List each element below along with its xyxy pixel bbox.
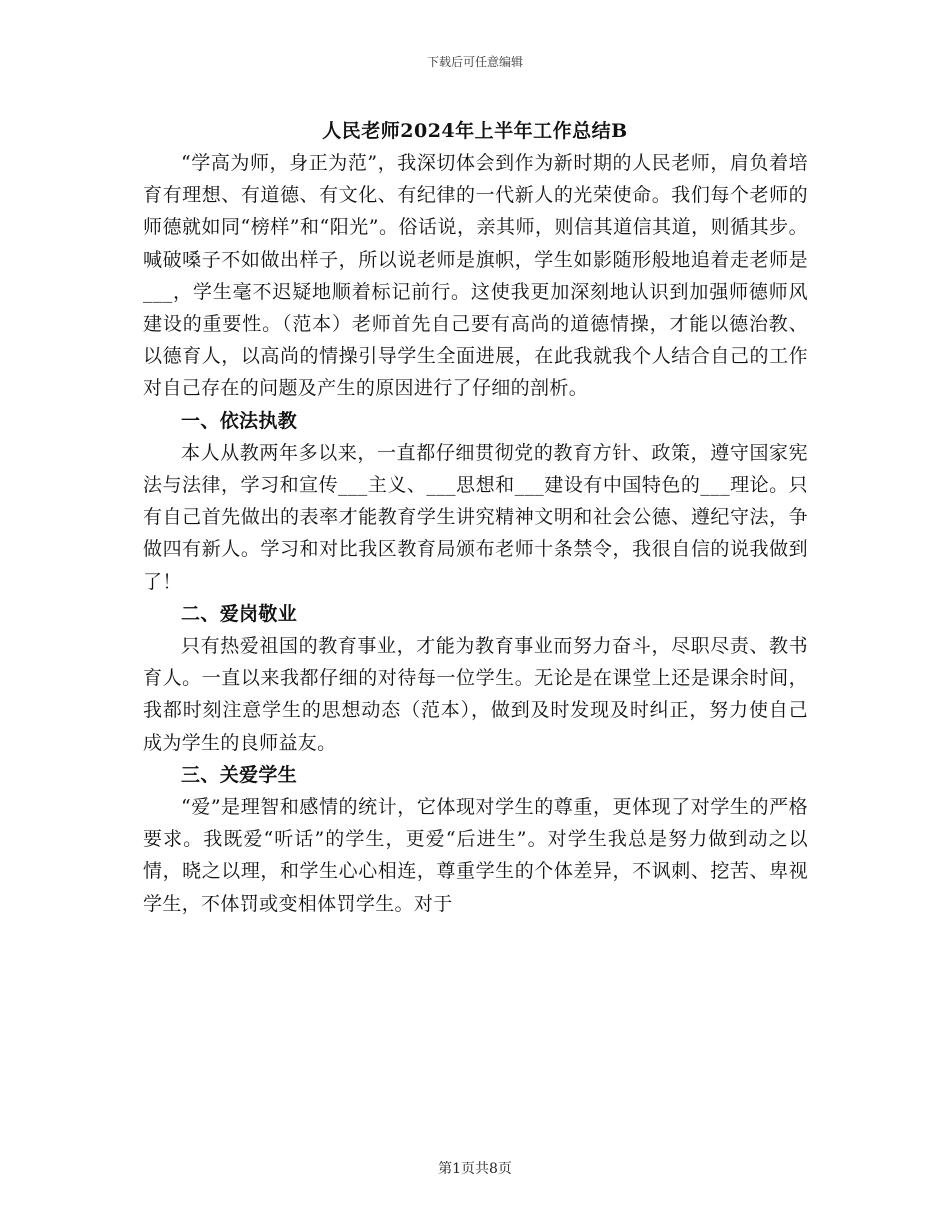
section-heading-law: 一、依法执教 <box>181 409 298 432</box>
section-paragraph-care: “爱”是理智和感情的统计，它体现对学生的尊重，更体现了对学生的严格要求。我既爱“听话”的学生，更爱“后进生”。对学生我总是努力做到动之以情，晓之以理，和学生心心相连，尊重学生的个体差异，不讽刺、挖苦、卑视学生，不体罚或变相体罚学生。对于 <box>143 796 808 915</box>
document-body <box>143 147 808 920</box>
document-title: 人民老师2024年上半年工作总结B <box>322 120 628 142</box>
page-header-note: 下载后可任意编辑 <box>426 55 523 69</box>
section-heading-dedication: 二、爱岗敬业 <box>181 602 298 625</box>
page-number-footer: 第1页共8页 <box>438 1161 512 1177</box>
section-heading-care: 三、关爱学生 <box>181 763 298 786</box>
intro-paragraph: “学高为师，身正为范”，我深切体会到作为新时期的人民老师，肩负着培育有理想、有道德、有文化、有纪律的一代新人的光荣使命。我们每个老师的师德就如同“榜样”和“阳光”。俗话说，亲其师，则信其道信其道，则循其步。喊破嗓子不如做出样子，所以说老师是旗帜，学生如影随形般地追着走老师是___，学生毫不迟疑地顺着标记前行。这使我更加深刻地认识到加强师德师风建设的重要性。（范本）老师首先自己要有高尚的道德情操，才能以德治教、以德育人，以高尚的情操引导学生全面进展，在此我就我个人结合自己的工作对自己存在的问题及产生的原因进行了仔细的剖析。 <box>143 152 808 400</box>
section-paragraph-law: 本人从教两年多以来，一直都仔细贯彻党的教育方针、政策，遵守国家宪法与法律，学习和宣传___主义、___思想和___建设有中国特色的___理论。只有自己首先做出的表率才能教育学生讲究精神文明和社会公德、遵纪守法，争做四有新人。学习和对比我区教育局颁布老师十条禁令，我很自信的说我做到了！ <box>143 441 808 593</box>
section-paragraph-dedication: 只有热爱祖国的教育事业，才能为教育事业而努力奋斗，尽职尽责、教书育人。一直以来我都仔细的对待每一位学生。无论是在课堂上还是课余时间，我都时刻注意学生的思想动态（范本），做到及时发现及时纠正，努力使自己成为学生的良师益友。 <box>143 635 808 754</box>
